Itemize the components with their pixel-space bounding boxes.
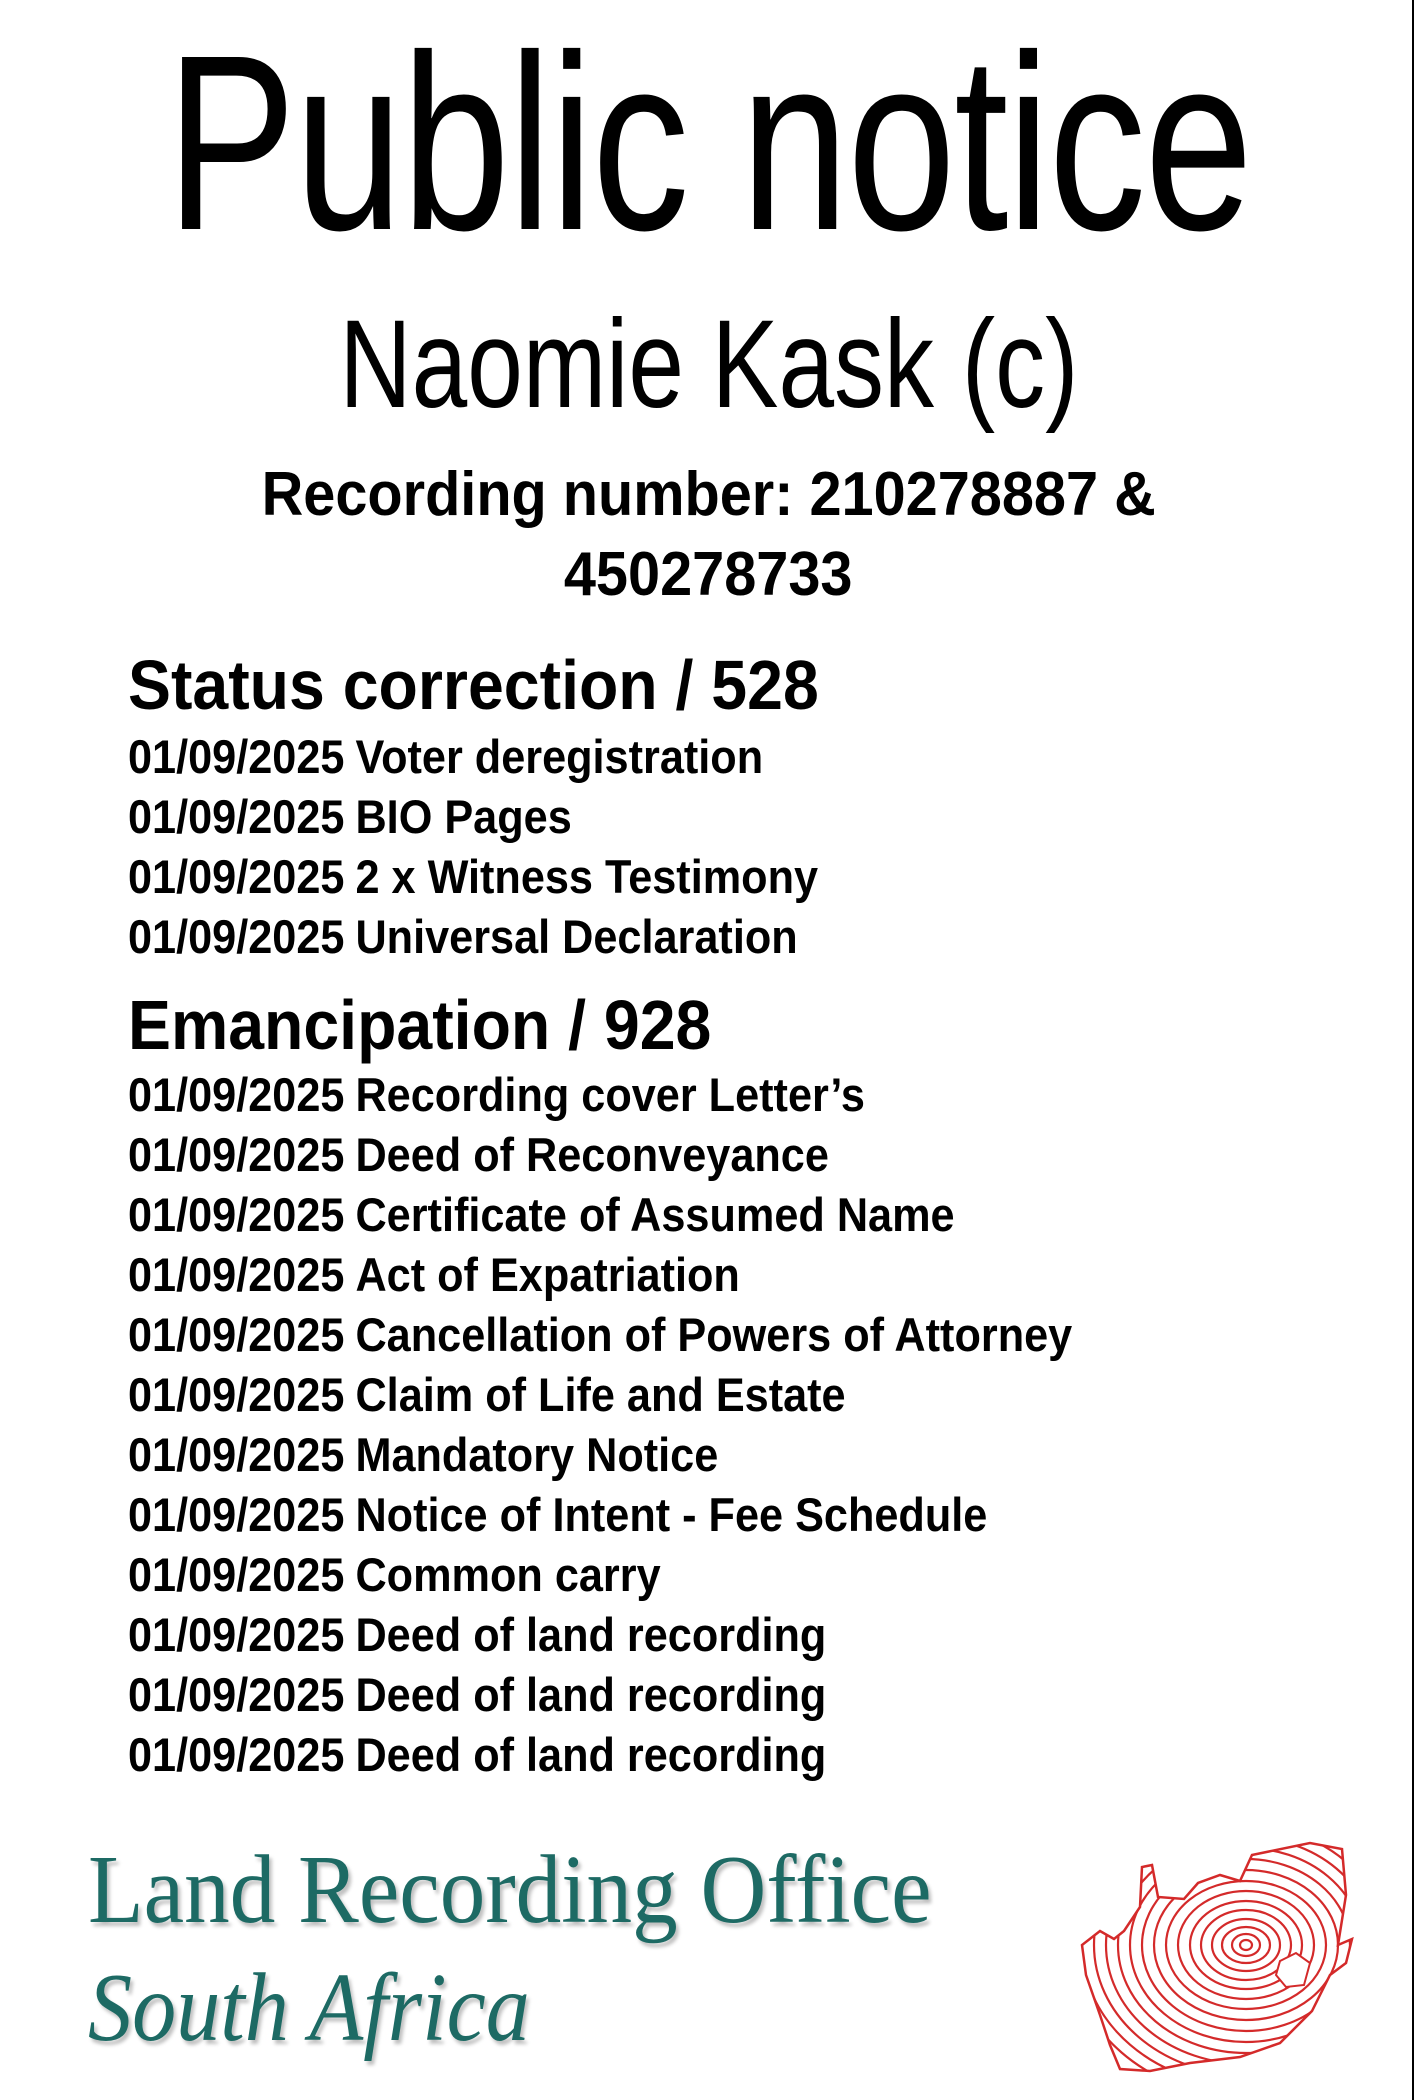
list-item: [128, 1485, 1072, 1545]
entry-label: Recording cover Letter’s: [355, 1068, 865, 1121]
entry-label: Cancellation of Powers of Attorney: [355, 1308, 1073, 1361]
entry-date: 01/09/2025: [128, 1188, 345, 1241]
name-block: [0, 295, 1417, 434]
entry-date: 01/09/2025: [128, 1068, 345, 1121]
entry-list: [128, 1065, 1154, 1785]
entry-list: [128, 727, 879, 967]
entry-date: 01/09/2025: [128, 1368, 345, 1421]
entry-date: 01/09/2025: [128, 1308, 345, 1361]
entry-label: Act of Expatriation: [355, 1248, 740, 1301]
south-africa-fingerprint-map-icon: [1080, 1835, 1360, 2075]
entry-label: Deed of land recording: [355, 1608, 827, 1661]
entry-label: Mandatory Notice: [355, 1428, 719, 1481]
list-item: [128, 727, 819, 787]
recording-number: [0, 455, 1417, 615]
entry-label: Common carry: [355, 1548, 661, 1601]
entry-label: BIO Pages: [355, 790, 572, 843]
list-item: [128, 1305, 1072, 1365]
entry-date: 01/09/2025: [128, 1668, 345, 1721]
land-recording-office-logo: [88, 1835, 1378, 2075]
entry-label: Voter deregistration: [355, 730, 764, 783]
entry-label: Universal Declaration: [355, 910, 798, 963]
list-item: [128, 1425, 1072, 1485]
recording-number-line-1: Recording number: 210278887 &: [261, 460, 1156, 529]
section-heading: Emancipation / 928: [128, 986, 712, 1064]
list-item: [128, 1605, 1072, 1665]
entry-label: Notice of Intent - Fee Schedule: [355, 1488, 988, 1541]
entry-date: 01/09/2025: [128, 730, 345, 783]
entry-date: 01/09/2025: [128, 1428, 345, 1481]
logo-text-line-2: South Africa: [88, 1954, 530, 2062]
list-item: [128, 1545, 1072, 1605]
section-emancipation: [128, 985, 1154, 1785]
logo-text-line-1: Land Recording Office: [88, 1836, 932, 1944]
section-status-correction: [128, 645, 879, 967]
entry-date: 01/09/2025: [128, 1488, 345, 1541]
entry-label: Deed of land recording: [355, 1668, 827, 1721]
recording-number-line-2: 450278733: [564, 540, 853, 609]
list-item: [128, 1365, 1072, 1425]
entry-date: 01/09/2025: [128, 1548, 345, 1601]
entry-label: Deed of Reconveyance: [355, 1128, 829, 1181]
entry-date: 01/09/2025: [128, 910, 345, 963]
entry-date: 01/09/2025: [128, 1248, 345, 1301]
page-title: Public notice: [165, 3, 1252, 282]
list-item: [128, 907, 819, 967]
list-item: [128, 1125, 1072, 1185]
section-heading: Status correction / 528: [128, 646, 819, 724]
entry-label: Claim of Life and Estate: [355, 1368, 846, 1421]
list-item: [128, 1065, 1072, 1125]
entry-date: 01/09/2025: [128, 850, 345, 903]
entry-label: 2 x Witness Testimony: [355, 850, 819, 903]
entry-date: 01/09/2025: [128, 1728, 345, 1781]
entry-date: 01/09/2025: [128, 1128, 345, 1181]
list-item: [128, 787, 819, 847]
list-item: [128, 1185, 1072, 1245]
entry-date: 01/09/2025: [128, 790, 345, 843]
entry-label: Deed of land recording: [355, 1728, 827, 1781]
title-block: [0, 3, 1417, 282]
list-item: [128, 1725, 1072, 1785]
list-item: [128, 1245, 1072, 1305]
entry-date: 01/09/2025: [128, 1608, 345, 1661]
list-item: [128, 847, 819, 907]
entry-label: Certificate of Assumed Name: [355, 1188, 955, 1241]
person-name: Naomie Kask (c): [338, 295, 1079, 434]
list-item: [128, 1665, 1072, 1725]
